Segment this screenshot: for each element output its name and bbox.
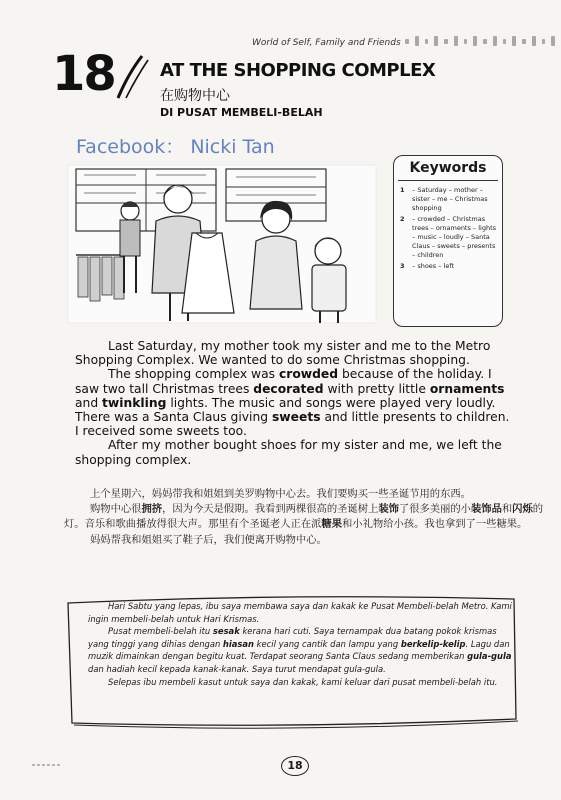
series-label: World of Self, Family and Friends [252,38,401,48]
decorative-dash-strip [405,34,555,48]
keyword-highlight: sesak [212,626,240,637]
keyword-highlight: 糖果 [321,518,343,531]
text-run: 和小礼物给小孩。我也拿到了一些糖果。 [342,518,528,531]
text-run: because of the holiday. I saw two tall Christmas trees [75,367,492,396]
keyword-highlight: decorated [253,381,324,396]
shopping-illustration [66,163,378,325]
keyword-highlight: 拥挤 [141,503,163,516]
keyword-highlight: gula-gula [467,651,512,662]
text-run: and [75,395,103,410]
malay-passage [88,600,518,688]
text-run: The shopping complex was [108,367,279,382]
keywords-divider [398,180,498,181]
keywords-list [400,186,498,272]
page-number: 18 [281,756,309,776]
keyword-highlight: hiasan [222,638,255,649]
keyword-number: 3 [400,261,405,270]
unit-title-chinese: 在购物中心 [160,88,230,104]
text-run: kecil yang cantik dan lampu yang [254,638,401,649]
english-paragraph-2 [75,367,515,438]
text-run: kerana hari cuti. Saya ternampak dua batang pokok krismas yang tinggi yang dihias dengan [88,626,497,649]
text-run: and little presents to children. I received some sweets too. [75,410,510,439]
malay-paragraph-2 [88,625,518,675]
facebook-watermark: Facebook： Nicki Tan [76,136,275,158]
keyword-highlight: berkelip-kelip [400,638,466,649]
footer-mark [32,762,62,768]
text-run: 的灯。音乐和歌曲播放得很大声。那里有个圣诞老人正在派 [64,503,544,531]
text-run: ，因为今天是假期。我看到两棵很高的圣诞树上 [162,503,379,516]
keyword-text: – shoes – left [412,261,455,270]
malay-paragraph-3: Selepas ibu membeli kasut untuk saya dan kakak, kami keluar dari pusat membeli-belah itu. [108,676,498,687]
keyword-number: 1 [400,186,405,194]
english-passage [75,339,515,467]
malay-paragraph-1: Hari Sabtu yang lepas, ibu saya membawa saya dan kakak ke Pusat Membeli-belah Metro. Kami ingin membeli-belah untuk Hari Krismas. [88,601,512,624]
keyword-item [400,215,498,261]
keyword-highlight: 闪烁 [512,503,533,516]
text-run: Pusat membeli-belah itu [108,626,213,637]
keyword-text: – crowded – Christmas trees – ornaments – lights – music – loudly – Santa Claus – sweets – presents – children [412,214,497,260]
keyword-highlight: ornaments [429,381,505,396]
chinese-paragraph-1: 上个星期六，妈妈带我和姐姐到美罗购物中心去。我们要购买一些圣诞节用的东西。 [90,488,471,500]
keyword-highlight: twinkling [102,395,167,410]
english-paragraph-3: After my mother bought shoes for my sister and me, we left the shopping complex. [75,438,502,467]
unit-number: 18 [52,46,115,102]
text-run: dan hadiah kecil kepada kanak-kanak. Saya turut mendapat gula-gula. [88,663,386,674]
keywords-title: Keywords [409,160,487,176]
text-run: lights. The music and songs were played very loudly. There was a Santa Claus giving [75,395,496,425]
chinese-paragraph-3: 妈妈帮我和姐姐买了鞋子后，我们便离开购物中心。 [90,533,327,546]
unit-title-english: AT THE SHOPPING COMPLEX [160,60,436,81]
keyword-highlight: 装饰 [378,503,399,516]
text-run: 了很多美丽的小 [398,503,471,516]
swoosh-icon [112,52,152,102]
keyword-number: 2 [400,214,405,223]
text-run: 和 [501,503,513,516]
chinese-passage [64,487,546,548]
text-run: 购物中心很 [90,503,142,516]
keyword-text: – Saturday – mother – sister – me – Christmas shopping [412,186,488,213]
english-paragraph-1: Last Saturday, my mother took my sister and me to the Metro Shopping Complex. We wanted to do some Christmas shopping. [75,339,491,368]
keyword-item [400,262,498,271]
keyword-highlight: crowded [278,367,339,382]
keyword-highlight: 装饰品 [470,503,502,516]
unit-title-malay: DI PUSAT MEMBELI-BELAH [160,106,323,119]
keyword-highlight: sweets [271,410,321,425]
text-run: with pretty little [323,381,430,396]
chinese-paragraph-2 [64,502,546,532]
keywords-box [393,155,503,327]
keyword-item [400,186,498,214]
text-run: . Lagu dan muzik dimainkan dengan begitu kuat. Terdapat seorang Santa Claus sedang memberikan [88,638,510,662]
